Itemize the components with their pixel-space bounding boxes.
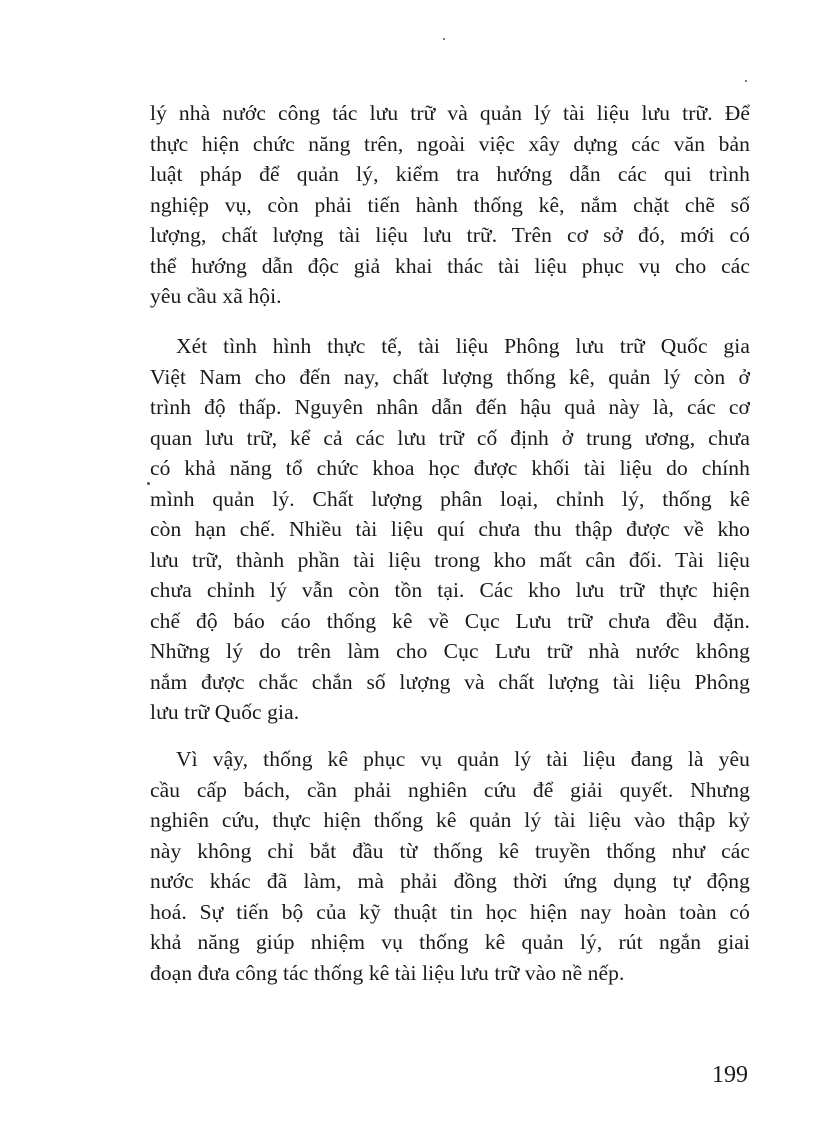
text-line: Việt Nam cho đến nay, chất lượng thống kê, quản lý còn ở <box>150 364 750 389</box>
text-line: Những lý do trên làm cho Cục Lưu trữ nhà nước không <box>150 639 750 663</box>
paragraph-1 <box>150 98 750 312</box>
text-line: cầu cấp bách, cần phải nghiên cứu để giải quyết. Nhưng <box>150 777 750 802</box>
text-line: yêu cầu xã hội. <box>150 284 282 308</box>
text-line: lưu trữ Quốc gia. <box>150 700 300 724</box>
text-line: chế độ báo cáo thống kê về Cục Lưu trữ chưa đều đặn. <box>150 608 750 633</box>
text-line: nghiên cứu, thực hiện thống kê quản lý tài liệu vào thập kỷ <box>150 808 750 832</box>
text-line: khả năng giúp nhiệm vụ thống kê quản lý, rút ngắn giai <box>150 930 750 954</box>
scan-speck <box>745 80 747 82</box>
text-line: lưu trữ, thành phần tài liệu trong kho mất cân đối. Tài liệu <box>150 547 750 572</box>
text-line: mình quản lý. Chất lượng phân loại, chỉnh lý, thống kê <box>150 486 750 511</box>
text-line: lý nhà nước công tác lưu trữ và quản lý tài liệu lưu trữ. Để <box>150 101 750 125</box>
text-line: Vì vậy, thống kê phục vụ quản lý tài liệu đang là yêu <box>176 747 750 771</box>
paragraph-3 <box>150 744 750 988</box>
text-line: này không chỉ bắt đầu từ thống kê truyền thống như các <box>150 838 750 863</box>
text-line: chưa chỉnh lý vẫn còn tồn tại. Các kho lưu trữ thực hiện <box>150 578 750 602</box>
text-line: còn hạn chế. Nhiều tài liệu quí chưa thu thập được về kho <box>150 517 750 541</box>
text-line: nghiệp vụ, còn phải tiến hành thống kê, nắm chặt chẽ số <box>150 192 750 217</box>
text-line: nắm được chắc chắn số lượng và chất lượng tài liệu Phông <box>150 669 750 694</box>
text-line: nước khác đã làm, mà phải đồng thời ứng dụng tự động <box>150 869 750 893</box>
text-line: hoá. Sự tiến bộ của kỹ thuật tin học hiện nay hoàn toàn có <box>150 899 750 924</box>
text-line: thực hiện chức năng trên, ngoài việc xây dựng các văn bản <box>150 131 750 156</box>
paragraph-2 <box>150 331 750 728</box>
text-line: đoạn đưa công tác thống kê tài liệu lưu trữ vào nề nếp. <box>150 960 625 985</box>
text-line: luật pháp để quản lý, kiểm tra hướng dẫn các qui trình <box>150 162 750 186</box>
text-line: lượng, chất lượng tài liệu lưu trữ. Trên cơ sở đó, mới có <box>150 223 750 247</box>
page-number: 199 <box>712 1062 748 1088</box>
text-line: quan lưu trữ, kể cả các lưu trữ cố định ở trung ương, chưa <box>150 425 750 450</box>
text-line: thể hướng dẫn độc giả khai thác tài liệu phục vụ cho các <box>150 253 750 278</box>
scan-speck <box>443 38 445 40</box>
text-line: có khả năng tổ chức khoa học được khối tài liệu do chính <box>150 456 750 480</box>
text-line: Xét tình hình thực tế, tài liệu Phông lưu trữ Quốc gia <box>176 334 750 358</box>
text-line: trình độ thấp. Nguyên nhân dẫn đến hậu quả này là, các cơ <box>150 395 750 419</box>
